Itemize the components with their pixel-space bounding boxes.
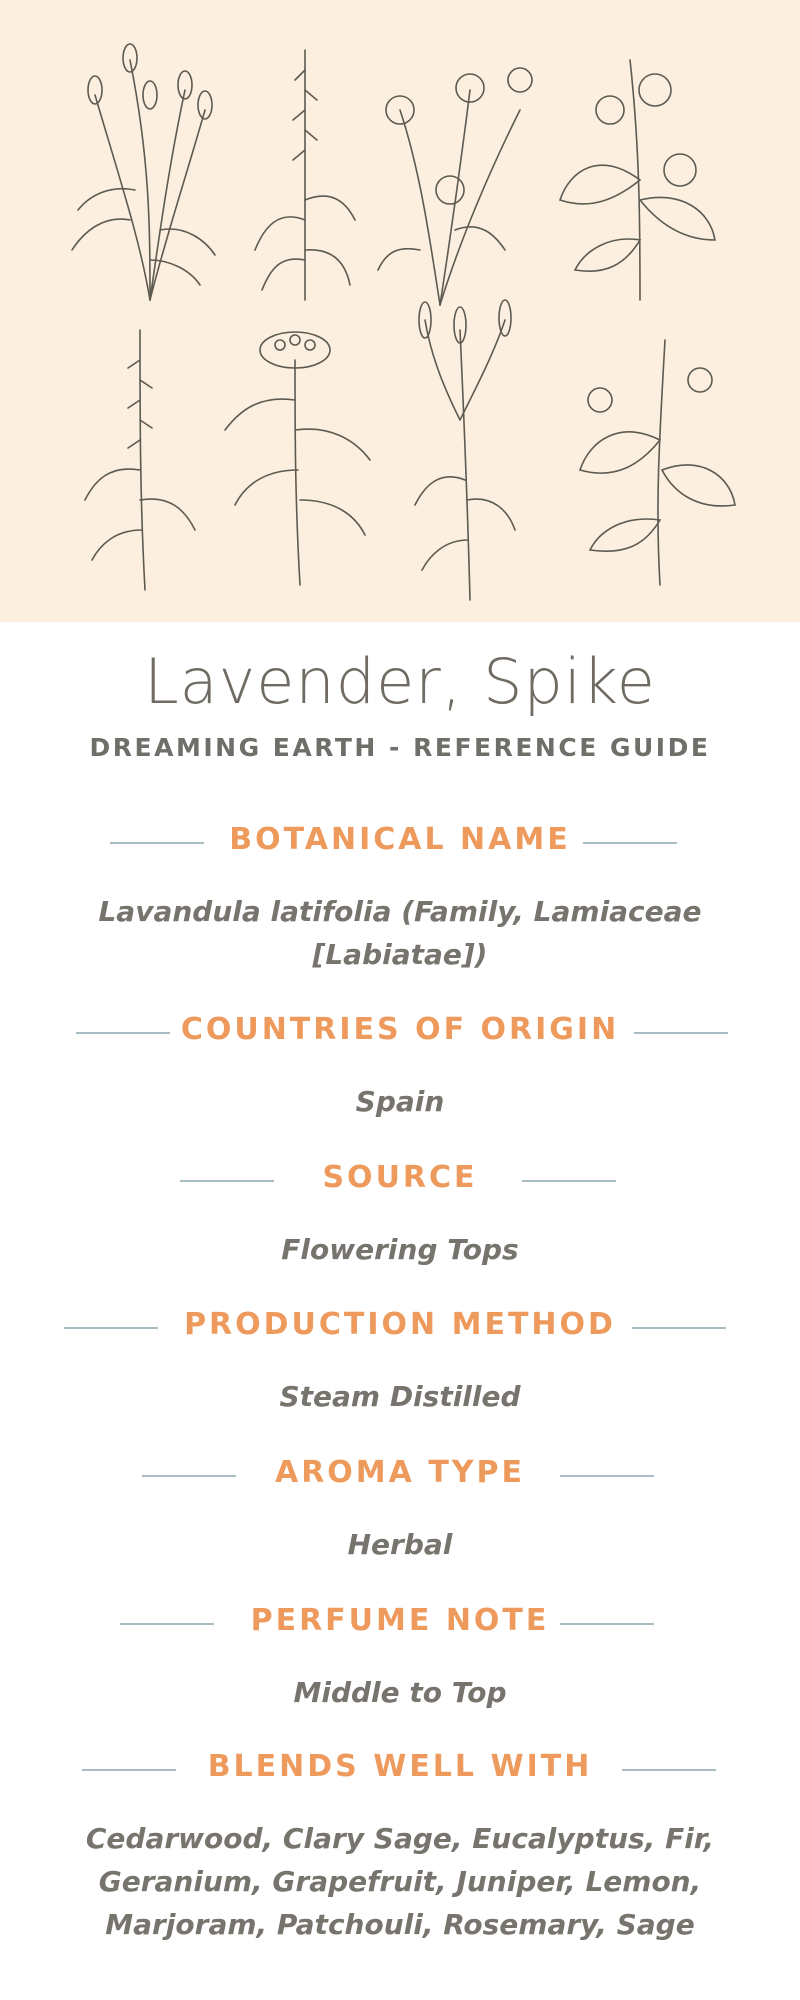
section-botanical-name bbox=[0, 822, 800, 976]
heading-rule-right bbox=[622, 1769, 716, 1771]
plant-illustration bbox=[85, 330, 195, 590]
section-heading: PERFUME NOTE bbox=[250, 1603, 550, 1638]
heading-rule-right bbox=[522, 1180, 616, 1182]
botanical-illustration-banner bbox=[0, 0, 800, 622]
heading-rule-right bbox=[634, 1032, 728, 1034]
section-perfume-note bbox=[0, 1603, 800, 1714]
section-value: Middle to Top bbox=[293, 1676, 507, 1709]
section-heading: AROMA TYPE bbox=[274, 1455, 525, 1490]
plant-illustration bbox=[225, 332, 370, 585]
plant-illustration bbox=[255, 50, 355, 300]
section-heading: COUNTRIES OF ORIGIN bbox=[180, 1012, 620, 1047]
plant-illustration bbox=[415, 300, 515, 600]
plant-illustration bbox=[560, 60, 715, 300]
heading-rule-right bbox=[560, 1623, 654, 1625]
section-heading: PRODUCTION METHOD bbox=[184, 1307, 616, 1342]
section-aroma-type bbox=[0, 1455, 800, 1566]
section-value: Flowering Tops bbox=[281, 1233, 519, 1266]
heading-rule-right bbox=[632, 1327, 726, 1329]
page-subtitle: DREAMING EARTH - REFERENCE GUIDE bbox=[89, 733, 711, 762]
section-countries-of-origin bbox=[0, 1012, 800, 1123]
section-value: Steam Distilled bbox=[279, 1380, 521, 1413]
heading-rule-right bbox=[560, 1475, 654, 1477]
section-heading: SOURCE bbox=[322, 1160, 478, 1195]
section-blends-well-with bbox=[0, 1749, 800, 1946]
plant-illustration bbox=[72, 44, 215, 300]
plant-illustration bbox=[378, 68, 532, 305]
botanical-illustrations bbox=[0, 0, 800, 622]
section-value: Spain bbox=[355, 1085, 445, 1118]
section-value: Cedarwood, Clary Sage, Eucalyptus, Fir, Geranium, Grapefruit, Juniper, Lemon, Marjoram, Patchouli, Rosemary, Sage bbox=[85, 1822, 715, 1941]
section-production-method bbox=[0, 1307, 800, 1418]
plant-illustration bbox=[580, 340, 735, 585]
page-title: Lavender, Spike bbox=[144, 645, 656, 718]
section-heading: BOTANICAL NAME bbox=[229, 822, 571, 857]
section-source bbox=[0, 1160, 800, 1271]
heading-rule-right bbox=[583, 842, 677, 844]
section-value: Herbal bbox=[347, 1528, 453, 1561]
section-heading: BLENDS WELL WITH bbox=[207, 1749, 593, 1784]
section-value: Lavandula latifolia (Family, Lamiaceae [Labiatae]) bbox=[98, 895, 702, 971]
